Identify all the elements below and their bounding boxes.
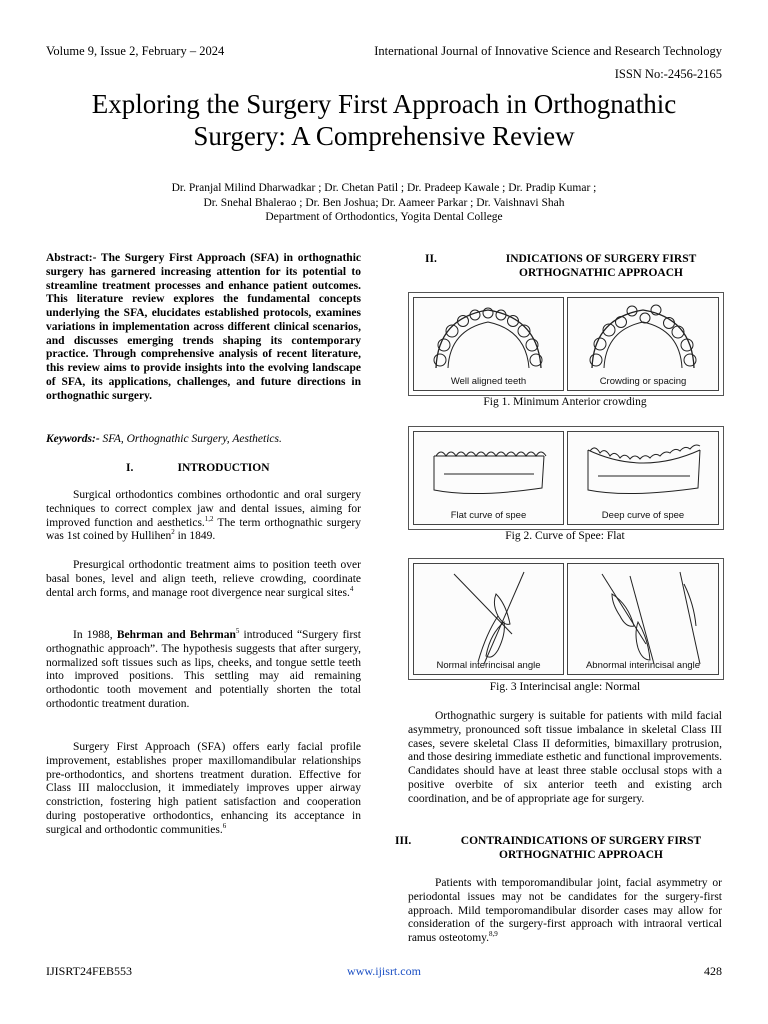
figure-1-left-panel — [413, 297, 564, 391]
figure-1-caption: Fig 1. Minimum Anterior crowding — [483, 396, 647, 408]
intro-paragraph-4: Surgery First Approach (SFA) offers early facial profile improvement, establishes proper maxillomandibular relationships pre-orthodontics, and shortens treatment duration. Effective for Class III malocclusion, it immediately improves upper airway constriction, fostering high patient satisfaction and cooperation during postoperative orthodontics, enhancing its acceptance in surgical and orthodontic communities.$^6$ — [46, 741, 361, 836]
section-title-line1: CONTRAINDICATIONS OF SURGERY FIRST — [460, 835, 702, 847]
issn-number: ISSN No:-2456-2165 — [614, 67, 722, 81]
keywords-text: SFA, Orthognathic Surgery, Aesthetics. — [99, 433, 282, 445]
intro-paragraph-1: Surgical orthodontics combines orthodontic and oral surgery techniques to correct complex jaw and dental issues, aiming for improved function and aesthetics.$^{1,2}$ The term orthognathic surgery was 1st coined by Hullihen$^2$ in 1849. — [46, 489, 361, 543]
figure-3-caption: Fig. 3 Interincisal angle: Normal — [489, 681, 641, 693]
section-number: III. — [395, 835, 412, 847]
figure-3-right-label: Abnormal interincisal angle — [585, 660, 701, 671]
footer-website-link[interactable]: www.ijisrt.com — [347, 964, 421, 978]
intro-paragraph-3: In 1988, Behrman and Behrman$^5$ introduced “Surgery first orthognathic approach”. The hypothesis suggests that after surgery, normalized soft tissues such as lips, cheeks, and tongue settle teeth into improved positions. This settling may aid remaining orthodontic tooth movement and potentially shorten the total orthodontic treatment duration. — [46, 627, 361, 710]
figure-1-dental-arches — [408, 292, 724, 396]
abstract: Abstract:- The Surgery First Approach (SFA) in orthognathic surgery has garnered increasing attention for its potential to streamline treatment processes and enhance patient outcomes. This literature review explores the fundamental concepts underlying the SFA, elucidates established protocols, examines variations in implementation across different clinical scenarios, and discusses emerging trends shaping its contemporary practice. Through comprehensive analysis of recent literature, this review aims to provide insights into the evolving landscape of SFA, its applications, challenges, and future directions in orthognathic surgery. — [46, 252, 361, 402]
affiliation: Department of Orthodontics, Yogita Dental College — [265, 211, 503, 223]
figure-3-left-label: Normal interincisal angle — [436, 660, 541, 671]
paper-title-line1: Exploring the Surgery First Approach in Orthognathic — [91, 89, 677, 119]
figure-2-right-panel — [567, 431, 719, 525]
section-heading-introduction — [46, 461, 361, 475]
section-heading-contraindications — [395, 834, 722, 862]
abnormal-angle-illustration — [568, 564, 718, 674]
keywords — [46, 433, 361, 447]
author-line1: Dr. Pranjal Milind Dharwadkar ; Dr. Chetan Patil ; Dr. Pradeep Kawale ; Dr. Pradip Kumar ; — [171, 182, 597, 194]
contraindications-paragraph: Patients with temporomandibular joint, facial asymmetry or periodontal issues may not be candidates for the surgery-first approach. Mild temporomandibular disorder cases may allow for consideration of the surgery-first approach with intraoral vertical ramus osteotomy.$^{8,9}$ — [408, 877, 722, 944]
section-number: II. — [425, 253, 437, 265]
figure-3-right-panel — [567, 563, 719, 675]
figure-1-right-panel — [567, 297, 719, 391]
author-line2: Dr. Snehal Bhalerao ; Dr. Ben Joshua; Dr. Aameer Parkar ; Dr. Vaishnavi Shah — [203, 196, 565, 209]
author-block — [40, 181, 728, 225]
section-number: I. — [126, 462, 134, 474]
figure-2-left-label: Flat curve of spee — [450, 510, 527, 521]
paper-title-line2: Surgery: A Comprehensive Review — [193, 121, 575, 151]
figure-2-caption: Fig 2. Curve of Spee: Flat — [505, 530, 625, 542]
footer-page-number: 428 — [704, 964, 722, 978]
figure-2-curve-of-spee — [408, 426, 724, 530]
section-title-line2: ORTHOGNATHIC APPROACH — [499, 849, 663, 861]
figure-1-left-label: Well aligned teeth — [450, 376, 527, 387]
figure-2-right-label: Deep curve of spee — [601, 510, 685, 521]
figure-3-interincisal-angle — [408, 558, 724, 680]
figure-2-left-panel — [413, 431, 564, 525]
section-title: INTRODUCTION — [177, 462, 270, 474]
section-heading-indications — [400, 252, 722, 280]
section-title-line2: ORTHOGNATHIC APPROACH — [519, 267, 683, 279]
indications-paragraph: Orthognathic surgery is suitable for patients with mild facial asymmetry, pronounced soft tissue imbalance in skeletal Class III cases, severe skeletal Class II deformities, bimaxillary protrusion, and those desiring immediate esthetic and functional improvements. Candidates should have at least three stable occlusal stops with a positive overbite of six anterior teeth and existing arch coordination, and be of appropriate age for surgery. — [408, 710, 722, 805]
running-header-journal: International Journal of Innovative Science and Research Technology — [374, 44, 722, 58]
figure-1-right-label: Crowding or spacing — [599, 376, 687, 387]
running-header-volume: Volume 9, Issue 2, February – 2024 — [46, 44, 225, 58]
section-title-line1: INDICATIONS OF SURGERY FIRST — [505, 253, 697, 265]
intro-paragraph-2: Presurgical orthodontic treatment aims to position teeth over basal bones, level and align teeth, relieve crowding, coordinate dental arch forms, and manage root divergence near surgical sites.$^4$ — [46, 559, 361, 599]
paper-title — [40, 88, 728, 152]
figure-3-left-panel — [413, 563, 564, 675]
normal-angle-illustration — [414, 564, 563, 674]
footer-paper-id: IJISRT24FEB553 — [46, 964, 132, 978]
keywords-label: Keywords:- — [46, 433, 100, 445]
